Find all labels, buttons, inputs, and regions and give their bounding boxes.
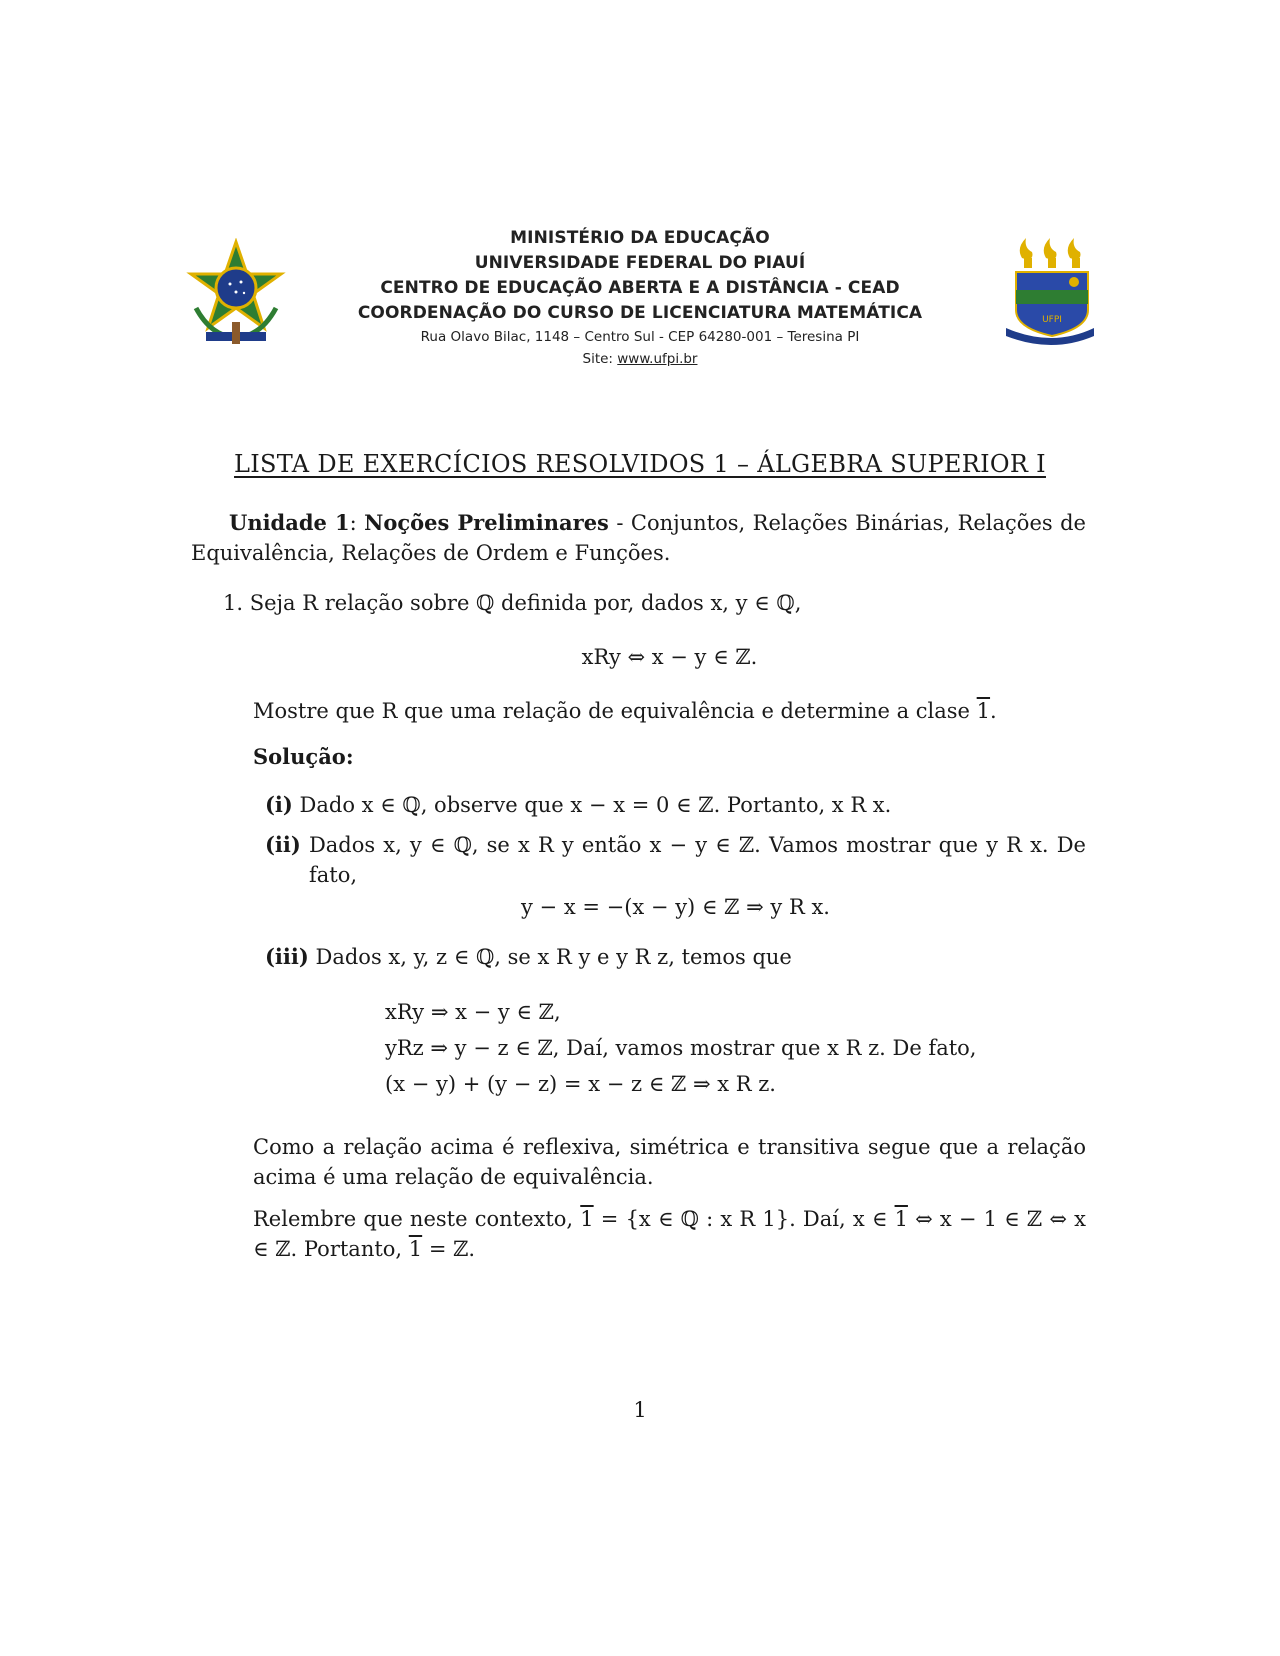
class-text-a: Relembre que neste contexto,	[253, 1207, 581, 1231]
class-text-c: = {x ∈ ℚ : x R 1}. Daí, x ∈	[593, 1207, 895, 1231]
class-text-e: ⇔ x − 1 ∈ ℤ ⇔ x ∈ ℤ. Portanto,	[253, 1207, 1086, 1261]
task-after: .	[990, 699, 997, 723]
exercise-statement-line	[223, 588, 1086, 618]
solution-steps	[253, 790, 1086, 1102]
institution-header	[0, 226, 1280, 370]
step-iii-text: Dados x, y, z ∈ ℚ, se x R y e y R z, temos que	[315, 945, 792, 969]
unit-label: Unidade 1	[229, 510, 350, 535]
header-ministry: MINISTÉRIO DA EDUCAÇÃO	[510, 228, 770, 248]
step-i	[265, 790, 1086, 820]
step-iii-eq1: xRy ⇒ x − y ∈ ℤ,	[385, 1000, 561, 1024]
unit-name: Noções Preliminares	[364, 510, 609, 535]
exercise-statement: Seja R relação sobre ℚ definida por, dados x, y ∈ ℚ,	[249, 591, 802, 615]
step-ii-label: (ii)	[265, 832, 301, 857]
header-university: UNIVERSIDADE FEDERAL DO PIAUÍ	[474, 253, 806, 273]
document-body	[191, 508, 1086, 1264]
class-paragraph	[253, 1204, 1086, 1264]
class-bar-2: 1	[894, 1207, 908, 1231]
step-iii	[265, 942, 1086, 972]
unit-paragraph	[191, 508, 1086, 568]
conclusion-paragraph: Como a relação acima é reflexiva, simétrica e transitiva segue que a relação acima é uma relação de equivalência.	[253, 1135, 1086, 1189]
step-i-label: (i)	[265, 792, 293, 817]
exercise-content	[223, 696, 1086, 1264]
class-text-g: = ℤ.	[422, 1237, 476, 1261]
step-ii-equation: y − x = −(x − y) ∈ ℤ ⇒ y R x.	[521, 895, 830, 919]
header-coordination: COORDENAÇÃO DO CURSO DE LICENCIATURA MATEMÁTICA	[357, 303, 923, 323]
svg-text:UFPI: UFPI	[1042, 315, 1062, 325]
site-link[interactable]: www.ufpi.br	[617, 351, 698, 367]
step-iii-eq3: (x − y) + (y − z) = x − z ∈ ℤ ⇒ x R z.	[385, 1072, 776, 1096]
definition-equation: xRy ⇔ x − y ∈ ℤ.	[581, 645, 758, 669]
step-ii-text: Dados x, y ∈ ℚ, se x R y então x − y ∈ ℤ. Vamos mostrar que y R x. De fato,	[308, 833, 1086, 887]
header-site	[0, 348, 1280, 370]
task-before: Mostre que R que uma relação de equivalência e determine a clase	[253, 699, 977, 723]
class-bar-1: 1	[580, 1207, 594, 1231]
exercise-task	[253, 696, 1086, 726]
site-label: Site:	[582, 351, 618, 367]
exercise-number: 1.	[223, 591, 244, 615]
unit-rest: - Conjuntos, Relações Binárias, Relações de Equivalência, Relações de Ordem e Funções.	[191, 511, 1086, 565]
header-center: CENTRO DE EDUCAÇÃO ABERTA E A DISTÂNCIA - CEAD	[380, 278, 900, 298]
header-address: Rua Olavo Bilac, 1148 – Centro Sul - CEP 64280-001 – Teresina PI	[420, 329, 860, 345]
solution-heading	[253, 742, 1086, 772]
task-class: 1	[976, 699, 991, 723]
unit-sep: :	[349, 511, 357, 535]
step-iii-equations	[265, 994, 1086, 1102]
step-i-text: Dado x ∈ ℚ, observe que x − x = 0 ∈ ℤ. Portanto, x R x.	[299, 793, 892, 817]
step-ii	[265, 830, 1086, 890]
exercise-1	[191, 588, 1086, 1264]
solution-label: Solução:	[253, 744, 354, 769]
step-iii-label: (iii)	[265, 944, 309, 969]
page-title: LISTA DE EXERCÍCIOS RESOLVIDOS 1 – ÁLGEBRA SUPERIOR I	[234, 450, 1046, 478]
page-number: 1	[633, 1398, 647, 1422]
step-iii-eq2: yRz ⇒ y − z ∈ ℤ, Daí, vamos mostrar que x R z. De fato,	[385, 1036, 977, 1060]
class-bar-3: 1	[408, 1237, 423, 1261]
